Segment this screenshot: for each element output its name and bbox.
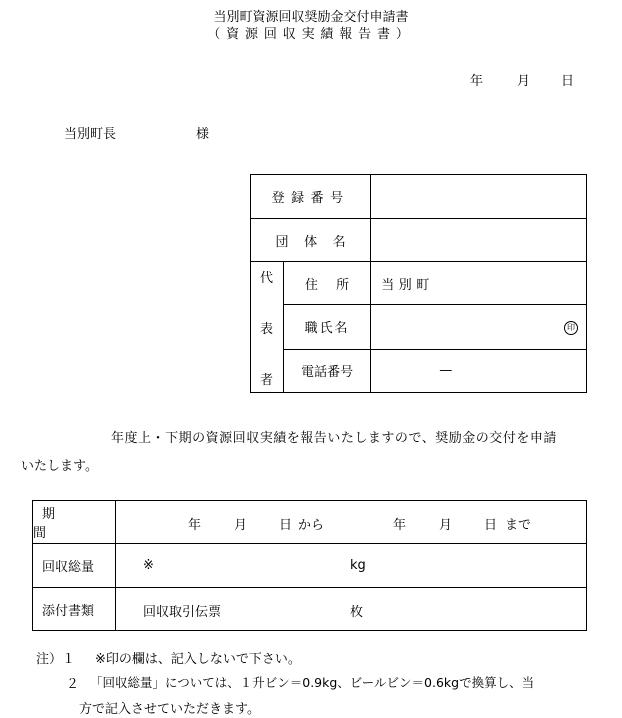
- phone-label: 電話番号: [284, 349, 371, 392]
- attach-unit: 枚: [350, 605, 364, 620]
- attach-label-cell: [33, 588, 116, 631]
- period-to-day: 日: [484, 518, 498, 533]
- group-name-label: 団体名: [251, 219, 371, 262]
- applicant-table: [250, 174, 587, 393]
- note-1: ※印の欄は、記入しないで下さい。: [95, 652, 301, 667]
- date-day: 日: [561, 74, 575, 89]
- addressee-name: 当別町長: [64, 127, 117, 142]
- period-from-year: 年: [188, 518, 202, 533]
- note-2-line1: 「回収総量」については、１升ビン＝0.9kg、ビールビン＝0.6kgで換算し、当: [90, 675, 535, 690]
- period-from-month: 月: [234, 518, 248, 533]
- address-value-field[interactable]: [371, 262, 587, 305]
- body-text-line2: いたします。: [21, 459, 98, 474]
- body-text-line1: 年度上・下期の資源回収実績を報告いたしますので、奨励金の交付を申請: [111, 431, 557, 446]
- period-to-year: 年: [393, 518, 407, 533]
- phone-dash: —: [439, 363, 453, 379]
- attach-value-field[interactable]: [116, 588, 587, 631]
- seal-icon: 印: [564, 321, 578, 335]
- note-2-line2: 方で記入させていただきます。: [79, 702, 260, 717]
- total-label-cell: [33, 544, 116, 588]
- period-from-day: 日: [279, 518, 293, 533]
- registration-value-field[interactable]: [371, 175, 587, 219]
- total-mark: ※: [143, 557, 154, 573]
- period-value-field[interactable]: [116, 501, 587, 544]
- attach-label: 添付書類: [42, 603, 95, 619]
- date-year: 年: [470, 74, 484, 89]
- period-label-cell: [33, 501, 116, 544]
- address-value: 当別町: [381, 277, 434, 293]
- addressee-honorific: 様: [196, 127, 210, 142]
- title-name-label: 職氏名: [284, 305, 371, 349]
- period-to-suffix: まで: [505, 518, 532, 533]
- group-name-value-field[interactable]: [371, 219, 587, 262]
- registration-label: 登録番号: [251, 175, 371, 219]
- title-name-value-field[interactable]: [371, 305, 587, 349]
- rep-char-1: 代: [260, 271, 274, 286]
- form-subtitle: （資源回収実績報告書）: [207, 27, 415, 42]
- representative-label: [251, 262, 284, 393]
- period-to-month: 月: [439, 518, 453, 533]
- rep-char-2: 表: [260, 322, 274, 337]
- period-label: 期間: [33, 507, 80, 541]
- date-month: 月: [517, 74, 531, 89]
- record-table: [32, 500, 587, 631]
- address-label: 住所: [284, 262, 371, 305]
- rep-char-3: 者: [260, 373, 274, 388]
- period-from-suffix: から: [298, 518, 325, 533]
- attach-value: 回収取引伝票: [143, 605, 222, 620]
- total-label: 回収総量: [42, 560, 95, 575]
- total-unit: kg: [350, 557, 366, 573]
- total-value-field[interactable]: [116, 544, 587, 588]
- note-prefix: 注）１: [36, 652, 76, 667]
- note-2-number: ２: [66, 677, 80, 692]
- phone-value-field[interactable]: [371, 349, 587, 392]
- form-title: 当別町資源回収奨励金交付申請書: [213, 10, 409, 25]
